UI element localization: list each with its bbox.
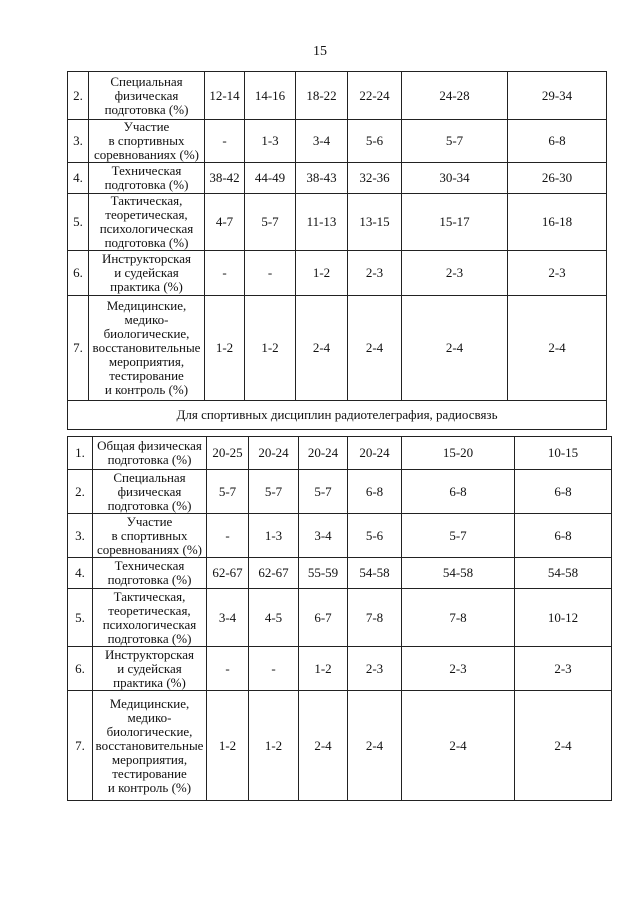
value-cell: 5-6 bbox=[348, 120, 402, 163]
value-cell: 6-7 bbox=[299, 589, 348, 647]
page-number: 15 bbox=[313, 44, 327, 59]
value-cell: 20-24 bbox=[299, 437, 348, 470]
value-cell: - bbox=[249, 647, 299, 691]
table-row bbox=[68, 72, 607, 120]
row-number: 2. bbox=[68, 470, 93, 514]
row-label: Медицинские, медико- биологические, восстановительные мероприятия, тестирование и контроль (%) bbox=[89, 296, 205, 401]
row-label: Участие в спортивных соревнованиях (%) bbox=[93, 514, 207, 558]
value-cell: 15-20 bbox=[402, 437, 515, 470]
value-cell: 18-22 bbox=[296, 72, 348, 120]
table-row bbox=[68, 691, 612, 801]
value-cell: 54-58 bbox=[402, 558, 515, 589]
value-cell: 3-4 bbox=[296, 120, 348, 163]
row-number: 3. bbox=[68, 120, 89, 163]
value-cell: 38-42 bbox=[205, 163, 245, 194]
table-row bbox=[68, 558, 612, 589]
value-cell: 62-67 bbox=[249, 558, 299, 589]
value-cell: 26-30 bbox=[508, 163, 607, 194]
row-number: 5. bbox=[68, 589, 93, 647]
value-cell: 5-7 bbox=[245, 194, 296, 251]
value-cell: 12-14 bbox=[205, 72, 245, 120]
value-cell: 1-2 bbox=[245, 296, 296, 401]
value-cell: - bbox=[245, 251, 296, 296]
row-label: Тактическая, теоретическая, психологическая подготовка (%) bbox=[93, 589, 207, 647]
value-cell: 1-2 bbox=[205, 296, 245, 401]
section-row bbox=[68, 401, 607, 430]
row-number: 5. bbox=[68, 194, 89, 251]
row-number: 4. bbox=[68, 163, 89, 194]
row-label: Инструкторская и судейская практика (%) bbox=[93, 647, 207, 691]
table-row bbox=[68, 194, 607, 251]
value-cell: 6-8 bbox=[348, 470, 402, 514]
row-label: Специальная физическая подготовка (%) bbox=[89, 72, 205, 120]
row-number: 1. bbox=[68, 437, 93, 470]
value-cell: 20-24 bbox=[348, 437, 402, 470]
value-cell: 1-3 bbox=[245, 120, 296, 163]
value-cell: 6-8 bbox=[508, 120, 607, 163]
table-row bbox=[68, 514, 612, 558]
value-cell: 10-15 bbox=[515, 437, 612, 470]
value-cell: 20-24 bbox=[249, 437, 299, 470]
value-cell: 7-8 bbox=[348, 589, 402, 647]
value-cell: 54-58 bbox=[348, 558, 402, 589]
table-row bbox=[68, 470, 612, 514]
value-cell: 1-2 bbox=[249, 691, 299, 801]
value-cell: 62-67 bbox=[207, 558, 249, 589]
row-label: Тактическая, теоретическая, психологическая подготовка (%) bbox=[89, 194, 205, 251]
value-cell: 2-3 bbox=[402, 251, 508, 296]
value-cell: 30-34 bbox=[402, 163, 508, 194]
value-cell: 1-2 bbox=[207, 691, 249, 801]
value-cell: 2-4 bbox=[299, 691, 348, 801]
value-cell: 2-4 bbox=[508, 296, 607, 401]
row-number: 2. bbox=[68, 72, 89, 120]
value-cell: 6-8 bbox=[515, 470, 612, 514]
row-number: 6. bbox=[68, 647, 93, 691]
table-row bbox=[68, 647, 612, 691]
value-cell: 5-7 bbox=[402, 120, 508, 163]
value-cell: 55-59 bbox=[299, 558, 348, 589]
value-cell: 2-3 bbox=[348, 647, 402, 691]
row-number: 4. bbox=[68, 558, 93, 589]
value-cell: 5-7 bbox=[207, 470, 249, 514]
value-cell: 4-5 bbox=[249, 589, 299, 647]
value-cell: 2-4 bbox=[515, 691, 612, 801]
row-number: 3. bbox=[68, 514, 93, 558]
row-number: 7. bbox=[68, 296, 89, 401]
value-cell: 54-58 bbox=[515, 558, 612, 589]
row-label: Медицинские, медико- биологические, восстановительные мероприятия, тестирование и контроль (%) bbox=[93, 691, 207, 801]
value-cell: 2-3 bbox=[402, 647, 515, 691]
value-cell: 2-4 bbox=[348, 691, 402, 801]
value-cell: 38-43 bbox=[296, 163, 348, 194]
value-cell: 1-2 bbox=[299, 647, 348, 691]
value-cell: 1-3 bbox=[249, 514, 299, 558]
value-cell: 10-12 bbox=[515, 589, 612, 647]
value-cell: 16-18 bbox=[508, 194, 607, 251]
value-cell: 29-34 bbox=[508, 72, 607, 120]
value-cell: 6-8 bbox=[402, 470, 515, 514]
row-label: Техническая подготовка (%) bbox=[93, 558, 207, 589]
table-row bbox=[68, 120, 607, 163]
table-row bbox=[68, 163, 607, 194]
value-cell: 5-6 bbox=[348, 514, 402, 558]
value-cell: 32-36 bbox=[348, 163, 402, 194]
row-label: Инструкторская и судейская практика (%) bbox=[89, 251, 205, 296]
table-row bbox=[68, 251, 607, 296]
row-label: Участие в спортивных соревнованиях (%) bbox=[89, 120, 205, 163]
value-cell: 2-3 bbox=[348, 251, 402, 296]
value-cell: 2-4 bbox=[348, 296, 402, 401]
value-cell: 5-7 bbox=[402, 514, 515, 558]
value-cell: 5-7 bbox=[249, 470, 299, 514]
value-cell: 44-49 bbox=[245, 163, 296, 194]
table-row bbox=[68, 589, 612, 647]
table-row bbox=[68, 437, 612, 470]
row-number: 6. bbox=[68, 251, 89, 296]
value-cell: 2-4 bbox=[402, 296, 508, 401]
row-label: Специальная физическая подготовка (%) bbox=[93, 470, 207, 514]
value-cell: 6-8 bbox=[515, 514, 612, 558]
value-cell: 24-28 bbox=[402, 72, 508, 120]
value-cell: 1-2 bbox=[296, 251, 348, 296]
value-cell: 3-4 bbox=[207, 589, 249, 647]
table-row bbox=[68, 296, 607, 401]
value-cell: 3-4 bbox=[299, 514, 348, 558]
training-table-1 bbox=[67, 71, 607, 430]
section-title: Для спортивных дисциплин радиотелеграфия, радиосвязь bbox=[68, 401, 607, 430]
value-cell: - bbox=[207, 647, 249, 691]
value-cell: 13-15 bbox=[348, 194, 402, 251]
value-cell: 15-17 bbox=[402, 194, 508, 251]
row-number: 7. bbox=[68, 691, 93, 801]
value-cell: - bbox=[205, 120, 245, 163]
value-cell: 5-7 bbox=[299, 470, 348, 514]
value-cell: 14-16 bbox=[245, 72, 296, 120]
value-cell: 7-8 bbox=[402, 589, 515, 647]
value-cell: 20-25 bbox=[207, 437, 249, 470]
value-cell: 2-3 bbox=[508, 251, 607, 296]
training-table-2 bbox=[67, 436, 612, 801]
value-cell: 11-13 bbox=[296, 194, 348, 251]
value-cell: 2-3 bbox=[515, 647, 612, 691]
value-cell: - bbox=[207, 514, 249, 558]
row-label: Общая физическая подготовка (%) bbox=[93, 437, 207, 470]
value-cell: 2-4 bbox=[296, 296, 348, 401]
value-cell: 22-24 bbox=[348, 72, 402, 120]
value-cell: 2-4 bbox=[402, 691, 515, 801]
value-cell: - bbox=[205, 251, 245, 296]
row-label: Техническая подготовка (%) bbox=[89, 163, 205, 194]
value-cell: 4-7 bbox=[205, 194, 245, 251]
